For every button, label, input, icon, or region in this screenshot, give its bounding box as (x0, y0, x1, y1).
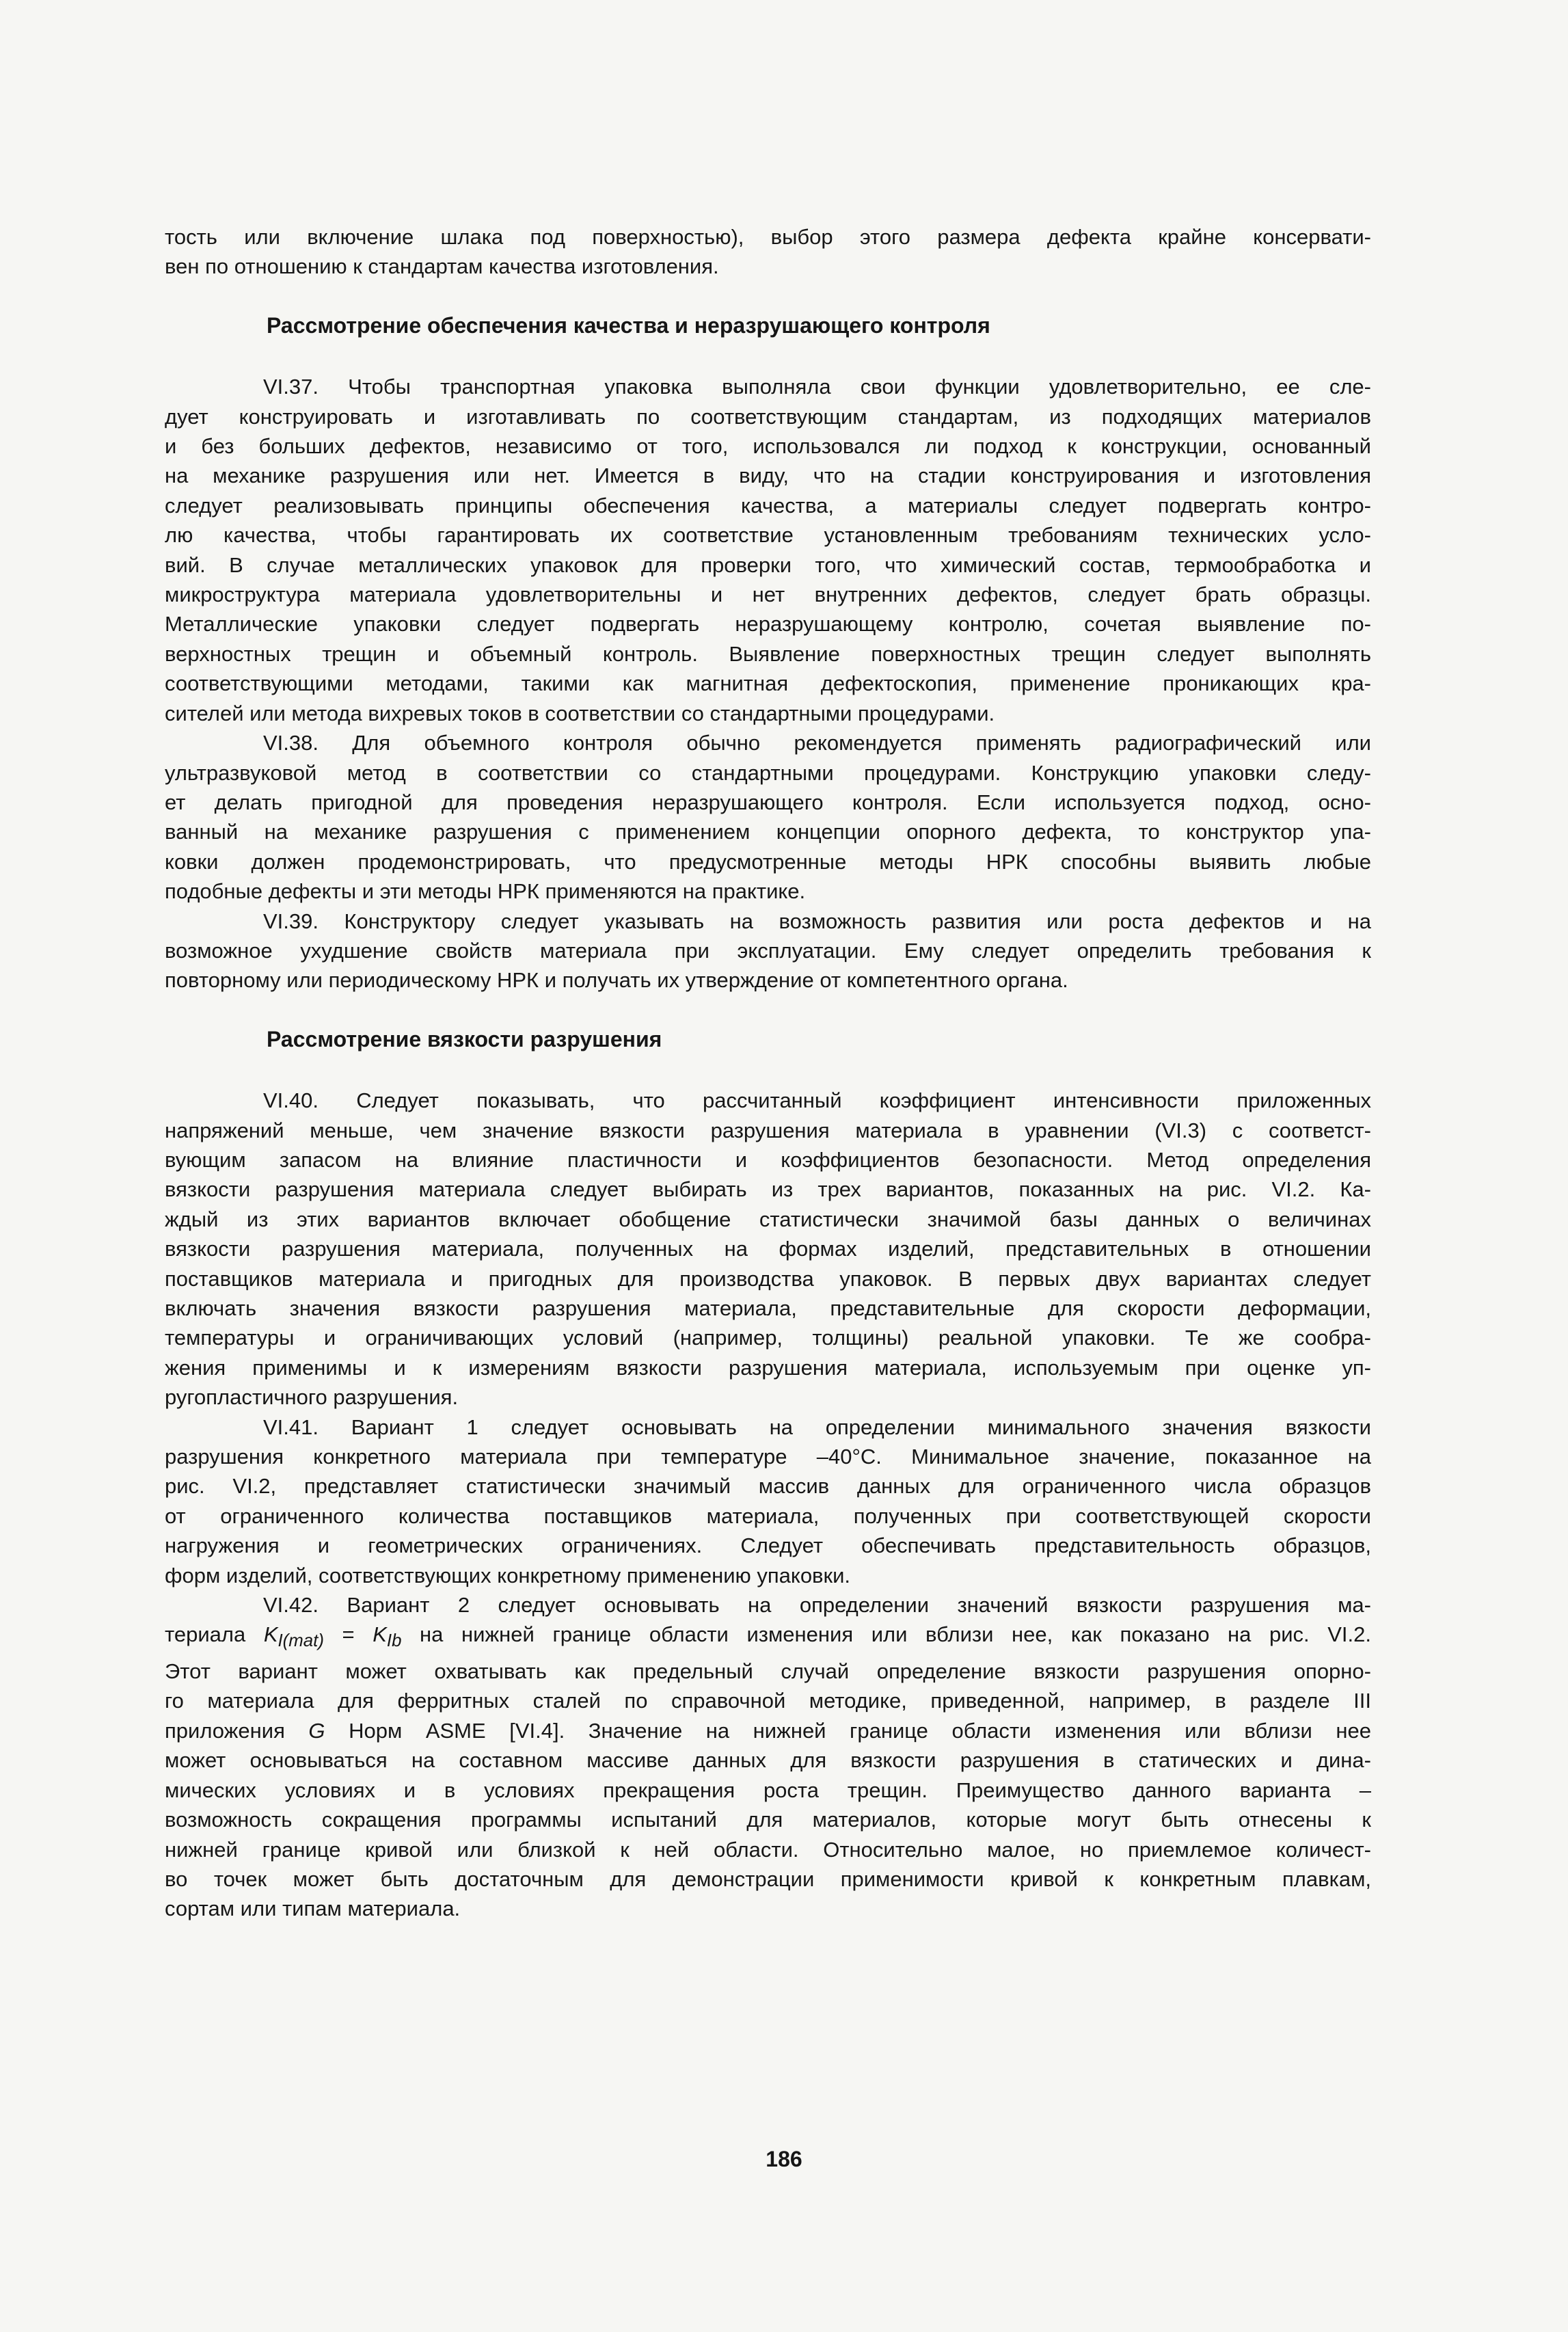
paragraph-line: мических условиях и в условиях прекращения роста трещин. Преимущество данного варианта – (165, 1778, 1371, 1802)
paragraph-line: ет делать пригодной для проведения неразрушающего контроля. Если используется подход, осно- (165, 790, 1371, 814)
paragraph-line: рис. VI.2, представляет статистически значимый массив данных для ограниченного числа образцов (165, 1474, 1371, 1499)
paragraph-line: ультразвуковой метод в соответствии со стандартными процедурами. Конструкцию упаковки следу- (165, 760, 1371, 785)
paragraph-line: от ограниченного количества поставщиков материала, полученных при соответствующей скорости (165, 1503, 1371, 1528)
paragraph-line: может основываться на составном массиве данных для вязкости разрушения в статических и дина- (165, 1748, 1371, 1773)
paragraph-line: нижней границе кривой или близкой к ней области. Относительно малое, но приемлемое количест- (165, 1837, 1371, 1862)
paragraph-line: микроструктура материала удовлетворительны и нет внутренних дефектов, следует брать образцы. (165, 582, 1371, 607)
paragraph-line: ждый из этих вариантов включает обобщение статистически значимой базы данных о величинах (165, 1207, 1371, 1231)
paragraph-line: подобные дефекты и эти методы НРК применяются на практике. (165, 879, 806, 904)
paragraph-line: Этот вариант может охватывать как предельный случай определение вязкости разрушения опорно- (165, 1659, 1371, 1684)
section-heading-quality: Рассмотрение обеспечения качества и неразрушающего контроля (267, 312, 990, 338)
paragraph-line: сортам или типам материала. (165, 1897, 461, 1921)
paragraph-line: VI.39. Конструктору следует указывать на возможность развития или роста дефектов и на (263, 909, 1371, 933)
paragraph-line: и без больших дефектов, независимо от того, использовался ли подход к конструкции, основанный (165, 434, 1371, 459)
paragraph-line: возможное ухудшение свойств материала при эксплуатации. Ему следует определить требования к (165, 938, 1371, 963)
paragraph-line: соответствующими методами, такими как магнитная дефектоскопия, применение проникающих кра- (165, 671, 1371, 696)
intro-line: тость или включение шлака под поверхностью), выбор этого размера дефекта крайне консервати- (165, 225, 1371, 249)
paragraph-line: во точек может быть достаточным для демонстрации применимости кривой к конкретным плавкам, (165, 1866, 1371, 1891)
paragraph-line: на механике разрушения или нет. Имеется в виду, что на стадии конструирования и изготовления (165, 464, 1371, 488)
paragraph-line: включать значения вязкости разрушения материала, представительные для скорости деформации, (165, 1296, 1371, 1320)
paragraph-line: напряжений меньше, чем значение вязкости разрушения материала в уравнении (VI.3) с соответст- (165, 1118, 1371, 1142)
formula-k-symbol: K (373, 1622, 387, 1647)
formula-k-symbol: K (263, 1622, 278, 1647)
paragraph-line-formula (165, 1620, 1371, 1657)
paragraph-line: вязкости разрушения материала, полученных на формах изделий, представительных в отношении (165, 1237, 1371, 1261)
paragraph-line: вующим запасом на влияние пластичности и коэффициентов безопасности. Метод определения (165, 1147, 1371, 1172)
paragraph-line: дует конструировать и изготавливать по соответствующим стандартам, из подходящих материалов (165, 404, 1371, 429)
formula-prefix: териала (165, 1622, 264, 1647)
paragraph-line: го материала для ферритных сталей по справочной методике, приведенной, например, в разделе III (165, 1689, 1371, 1713)
formula-equals: = (323, 1622, 373, 1647)
paragraph-line: VI.40. Следует показывать, что рассчитанный коэффициент интенсивности приложенных (263, 1088, 1371, 1113)
paragraph-line: VI.42. Вариант 2 следует основывать на определении значений вязкости разрушения ма- (263, 1593, 1371, 1618)
paragraph-line: повторному или периодическому НРК и получать их утверждение от компетентного органа. (165, 968, 1068, 993)
formula-k-subscript: I(mat) (278, 1631, 324, 1651)
paragraph-line: вязкости разрушения материала следует выбирать из трех вариантов, показанных на рис. VI.2. Ка- (165, 1177, 1371, 1202)
paragraph-line: поставщиков материала и пригодных для производства упаковок. В первых двух вариантах следует (165, 1266, 1371, 1291)
paragraph-line: ковки должен продемонстрировать, что предусмотренные методы НРК способны выявить любые (165, 849, 1371, 874)
body-text (165, 222, 1371, 1924)
paragraph-line: Металлические упаковки следует подвергать неразрушающему контролю, сочетая выявление по- (165, 612, 1371, 636)
paragraph-line: нагружения и геометрических ограничениях. Следует обеспечивать представительность образцов, (165, 1533, 1371, 1558)
section-heading-toughness: Рассмотрение вязкости разрушения (267, 1026, 662, 1051)
formula-k-subscript: Ib (386, 1631, 402, 1651)
appendix-prefix: приложения (165, 1718, 309, 1743)
paragraph-line: сителей или метода вихревых токов в соответствии со стандартными процедурами. (165, 701, 995, 725)
paragraph-line: вий. В случае металлических упаковок для проверки того, что химический состав, термообработка и (165, 552, 1371, 577)
paragraph-line: верхностных трещин и объемный контроль. Выявление поверхностных трещин следует выполнять (165, 641, 1371, 666)
paragraph-line: температуры и ограничивающих условий (например, толщины) реальной упаковки. Те же сообра- (165, 1326, 1371, 1350)
paragraph-line: VI.41. Вариант 1 следует основывать на определении минимального значения вязкости (263, 1415, 1371, 1439)
paragraph-line: следует реализовывать принципы обеспечения качества, а материалы следует подвергать контро- (165, 493, 1371, 518)
intro-line: вен по отношению к стандартам качества изготовления. (165, 254, 719, 279)
appendix-letter: G (308, 1718, 325, 1743)
paragraph-line: жения применимы и к измерениям вязкости разрушения материала, используемым при оценке уп- (165, 1355, 1371, 1380)
paragraph-line: лю качества, чтобы гарантировать их соответствие установленным требованиям технических усло- (165, 523, 1371, 548)
paragraph-line: ванный на механике разрушения с применением концепции опорного дефекта, то конструктор упа- (165, 820, 1371, 844)
formula-suffix: на нижней границе области изменения или вблизи нее, как показано на рис. VI.2. (401, 1622, 1371, 1647)
paragraph-line: VI.38. Для объемного контроля обычно рекомендуется применять радиографический или (263, 731, 1371, 755)
page-number: 186 (766, 2147, 802, 2171)
paragraph-line: VI.37. Чтобы транспортная упаковка выполняла свои функции удовлетворительно, ее сле- (263, 375, 1371, 399)
paragraph-line: возможность сокращения программы испытаний для материалов, которые могут быть отнесены к (165, 1808, 1371, 1832)
paragraph-line-appendix (165, 1716, 1371, 1745)
appendix-suffix: Норм ASME [VI.4]. Значение на нижней границе области изменения или вблизи нее (325, 1718, 1371, 1743)
paragraph-line: разрушения конкретного материала при температуре –40°C. Минимальное значение, показанное на (165, 1445, 1371, 1469)
paragraph-line: форм изделий, соответствующих конкретному применению упаковки. (165, 1563, 851, 1587)
paragraph-line: ругопластичного разрушения. (165, 1385, 459, 1410)
